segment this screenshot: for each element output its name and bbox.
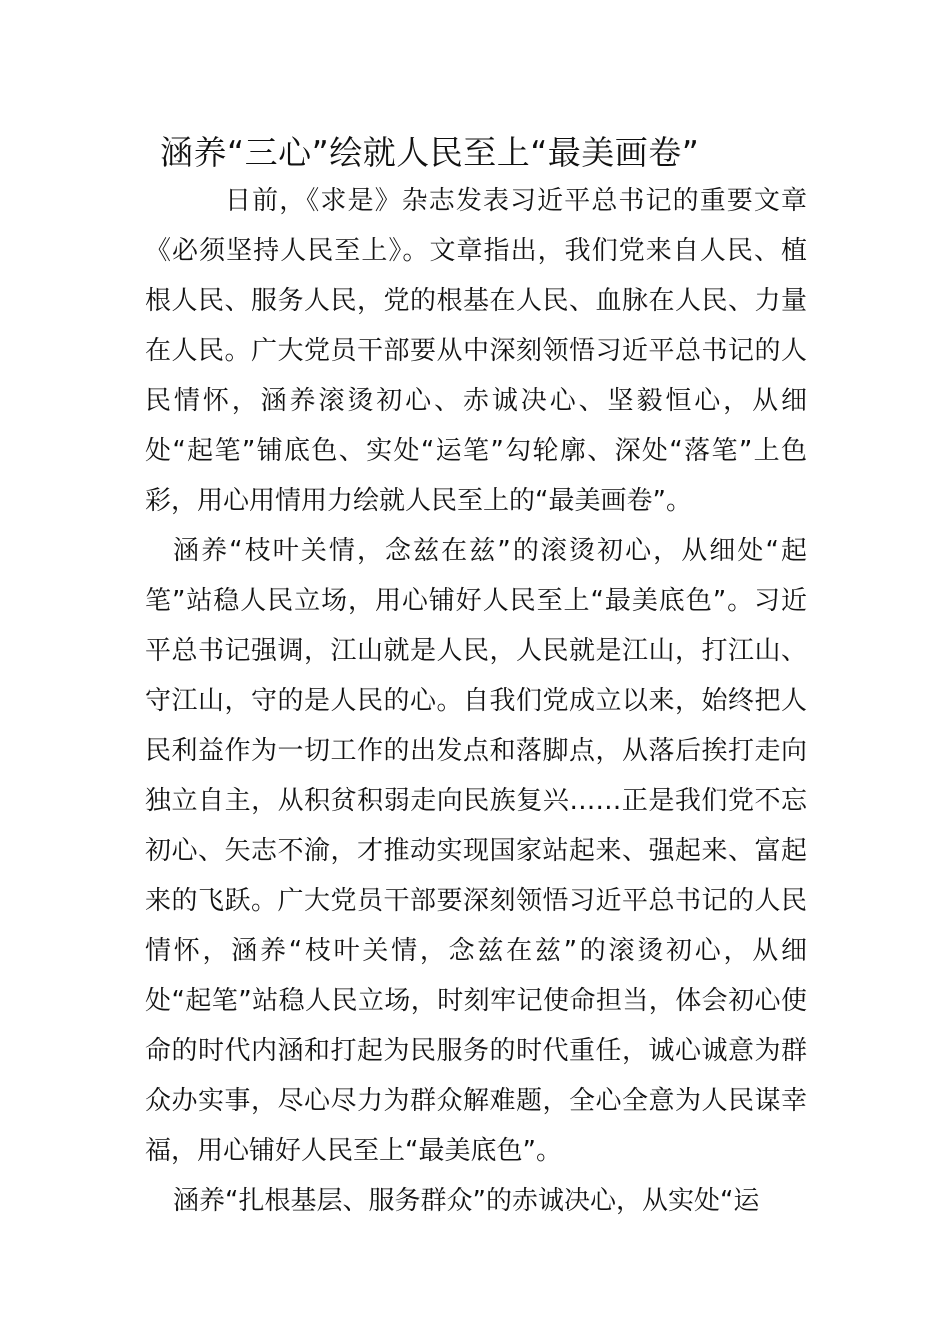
paragraph-determination: 涵养“扎根基层、服务群众”的赤诚决心，从实处“运 <box>173 1186 760 1216</box>
document-body <box>145 176 807 1226</box>
document-title: 涵养“三心”绘就人民至上“最美画卷” <box>160 133 700 172</box>
paragraph-intro: 日前，《求是》杂志发表习近平总书记的重要文章《必须坚持人民至上》。文章指出，我们党来自人民、植根人民、服务人民，党的根基在人民、血脉在人民、力量在人民。广大党员干部要从中深刻领悟习近平总书记的人民情怀，涵养滚烫初心、赤诚决心、坚毅恒心，从细处“起笔”铺底色、实处“运笔”勾轮廓、深处“落笔”上色彩，用心用情用力绘就人民至上的“最美画卷”。 <box>145 186 807 516</box>
paragraph-initial-heart: 涵养“枝叶关情，念兹在兹”的滚烫初心，从细处“起笔”站稳人民立场，用心铺好人民至上“最美底色”。习近平总书记强调，江山就是人民，人民就是江山，打江山、守江山，守的是人民的心。自我们党成立以来，始终把人民利益作为一切工作的出发点和落脚点，从落后挨打走向独立自主，从积贫积弱走向民族复兴……正是我们党不忘初心、矢志不渝，才推动实现国家站起来、强起来、富起来的飞跃。广大党员干部要深刻领悟习近平总书记的人民情怀，涵养“枝叶关情，念兹在兹”的滚烫初心，从细处“起笔”站稳人民立场，时刻牢记使命担当，体会初心使命的时代内涵和打起为民服务的时代重任，诚心诚意为群众办实事，尽心尽力为群众解难题，全心全意为人民谋幸福，用心铺好人民至上“最美底色”。 <box>145 536 807 1166</box>
